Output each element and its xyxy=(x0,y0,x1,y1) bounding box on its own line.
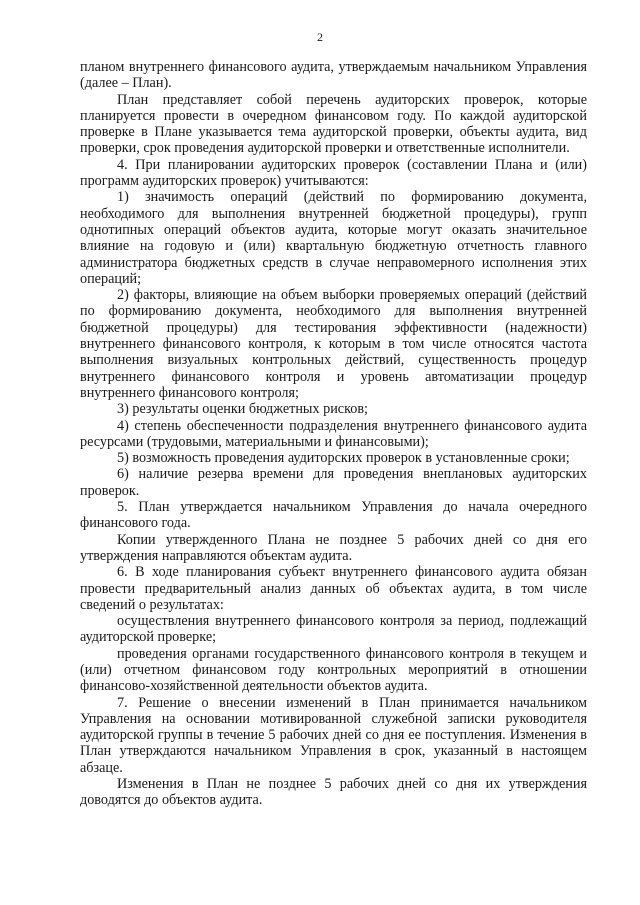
list-item-risks: 3) результаты оценки бюджетных рисков; xyxy=(117,401,368,418)
paragraph-plan-continuation: планом внутреннего финансового аудита, утверждаемым начальником Управления (далее – План). xyxy=(80,59,587,92)
paragraph-item-6: 6. В ходе планирования субъект внутреннего финансового аудита обязан провести предварительный анализ данных об объектах аудита, в том числе сведений о результатах: xyxy=(80,564,587,613)
paragraph-item-7: 7. Решение о внесении изменений в План принимается начальником Управления на основании мотивированной служебной записки руководителя аудиторской группы в течение 5 рабочих дней со дня ее поступления. Изменения в План утверждаются начальником Управления в срок, указанный в настоящем абзаце. xyxy=(80,694,587,776)
paragraph-copies: Копии утвержденного Плана не позднее 5 рабочих дней со дня его утверждения направляются объектам аудита. xyxy=(80,531,587,564)
list-item-resources: 4) степень обеспеченности подразделения внутреннего финансового аудита ресурсами (трудовыми, материальными и финансовыми); xyxy=(80,417,587,450)
paragraph-item-5: 5. План утверждается начальником Управления до начала очередного финансового года. xyxy=(80,499,587,532)
list-item-factors: 2) факторы, влияющие на объем выборки проверяемых операций (действий по формированию документа, необходимого для выполнения внутренней бюджетной процедуры) для тестирования эффективности (надежности) внутреннего финансового контроля, к которым в том числе относятся частота выполнения визуальных контрольных действий, существенность процедур внутреннего финансового контроля и уровень автоматизации процедур внутреннего финансового контроля; xyxy=(80,287,587,401)
paragraph-changes: Изменения в План не позднее 5 рабочих дней со дня их утверждения доводятся до объектов аудита. xyxy=(80,776,587,809)
list-item-significance: 1) значимость операций (действий по формированию документа, необходимого для выполнения внутренней бюджетной процедуры), групп однотипных операций объектов аудита, которые могут оказать значительное влияние на годовую и (или) квартальную бюджетную отчетность главного администратора бюджетных средств в случае неправомерного исполнения этих операций; xyxy=(80,189,587,287)
paragraph-item-4: 4. При планировании аудиторских проверок (составлении Плана и (или) программ аудиторских проверок) учитываются: xyxy=(80,156,587,190)
page-number: 2 xyxy=(317,30,323,44)
list-item-state-control: проведения органами государственного финансового контроля в текущем и (или) отчетном финансовом году контрольных мероприятий в отношении финансово-хозяйственной деятельности объектов аудита. xyxy=(80,645,587,695)
list-item-reserve: 6) наличие резерва времени для проведения внеплановых аудиторских проверок. xyxy=(80,466,587,499)
list-item-internal-control: осуществления внутреннего финансового контроля за период, подлежащий аудиторской проверке; xyxy=(80,613,587,646)
paragraph-plan-description: План представляет собой перечень аудиторских проверок, которые планируется провести в очередном финансовом году. По каждой аудиторской проверке в Плане указывается тема аудиторской проверки, объекты аудита, вид проверки, срок проведения аудиторской проверки и ответственные исполнители. xyxy=(80,91,587,157)
list-item-deadlines: 5) возможность проведения аудиторских проверок в установленные сроки; xyxy=(117,450,570,467)
document-body xyxy=(80,59,587,809)
